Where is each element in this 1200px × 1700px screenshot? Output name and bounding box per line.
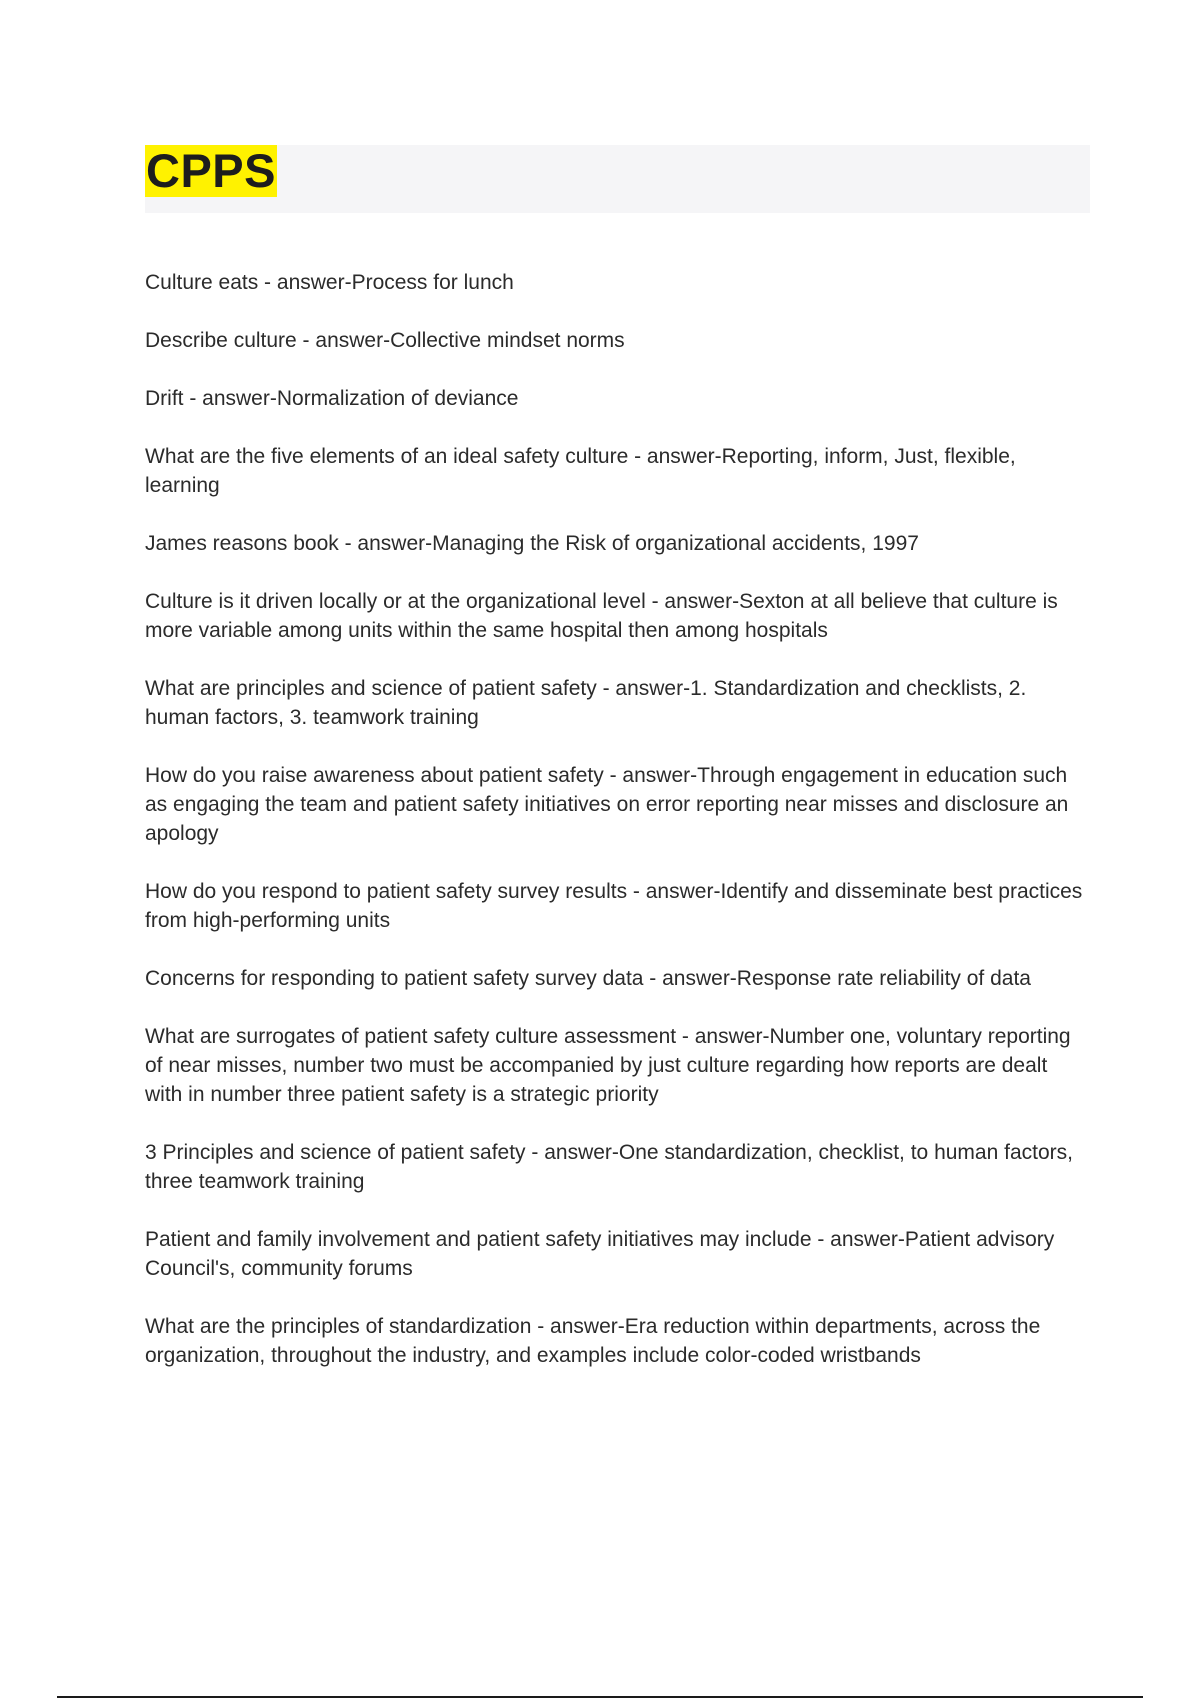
qa-item: James reasons book - answer-Managing the Risk of organizational accidents, 1997 <box>145 532 919 555</box>
qa-item: Describe culture - answer-Collective mindset norms <box>145 329 625 352</box>
qa-item: How do you raise awareness about patient safety - answer-Through engagement in education such as engaging the team and patient safety initiatives on error reporting near misses and disclosure an apology <box>145 764 1069 845</box>
qa-item: What are surrogates of patient safety culture assessment - answer-Number one, voluntary reporting of near misses, number two must be accompanied by just culture regarding how reports are dealt with in number three patient safety is a strategic priority <box>145 1025 1071 1106</box>
qa-item: 3 Principles and science of patient safety - answer-One standardization, checklist, to human factors, three teamwork training <box>145 1141 1073 1193</box>
qa-item: How do you respond to patient safety survey results - answer-Identify and disseminate best practices from high-performing units <box>145 880 1083 932</box>
footer-divider <box>57 1696 1143 1698</box>
qa-item: What are the principles of standardization - answer-Era reduction within departments, across the organization, throughout the industry, and examples include color-coded wristbands <box>145 1315 1041 1367</box>
title-band <box>145 145 1090 213</box>
qa-list <box>145 268 1090 1399</box>
qa-item: Concerns for responding to patient safety survey data - answer-Response rate reliability of data <box>145 967 1031 990</box>
qa-item: Drift - answer-Normalization of deviance <box>145 387 519 410</box>
qa-item: What are principles and science of patient safety - answer-1. Standardization and checklists, 2. human factors, 3. teamwork training <box>145 677 1027 729</box>
qa-item: Patient and family involvement and patient safety initiatives may include - answer-Patient advisory Council's, community forums <box>145 1228 1055 1280</box>
qa-item: Culture is it driven locally or at the organizational level - answer-Sexton at all believe that culture is more variable among units within the same hospital then among hospitals <box>145 590 1058 642</box>
document-title: CPPS <box>146 144 276 197</box>
qa-item: Culture eats - answer-Process for lunch <box>145 271 514 294</box>
qa-item: What are the five elements of an ideal safety culture - answer-Reporting, inform, Just, flexible, learning <box>145 445 1016 497</box>
